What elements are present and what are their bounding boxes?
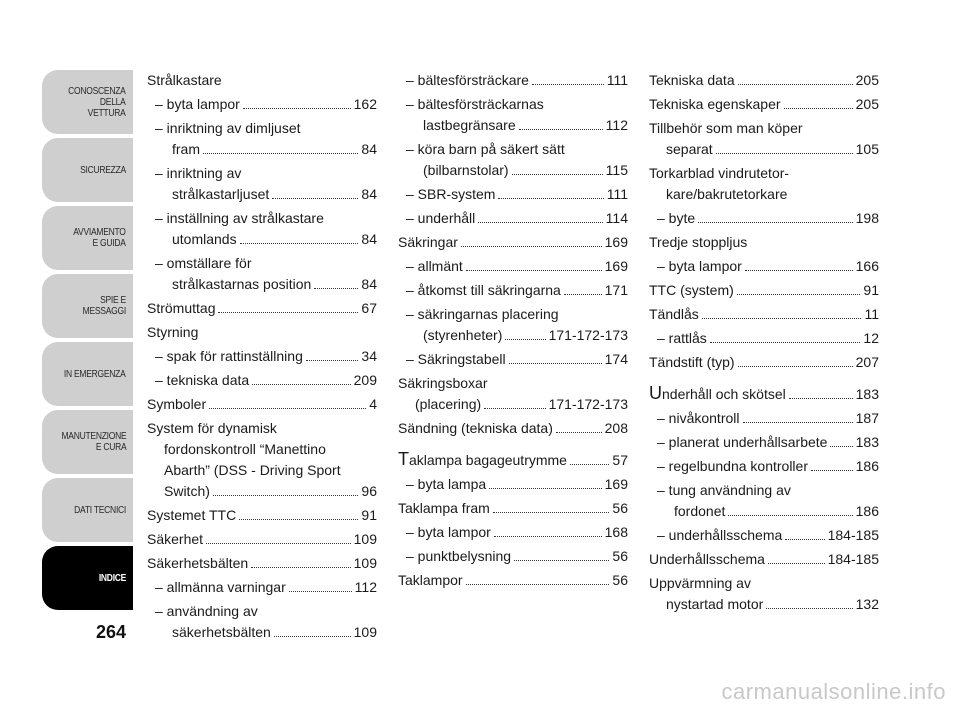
entry-page-ref[interactable]: 109 [353, 531, 377, 547]
index-entry [649, 118, 879, 160]
tab-label: MANUTENZIONE E CURA [61, 431, 126, 453]
dot-leader [274, 636, 351, 637]
entry-text: – byta lampor [155, 96, 240, 112]
tab-dati-tecnici[interactable] [42, 478, 133, 542]
index-entry [398, 474, 628, 495]
index-entry [398, 256, 628, 277]
dot-leader [745, 270, 853, 271]
entry-text: – tekniska data [155, 372, 250, 388]
dot-leader [251, 567, 350, 568]
dot-leader [514, 560, 609, 561]
entry-page-ref[interactable]: 174 [604, 351, 628, 367]
entry-page-ref[interactable]: 4 [369, 396, 377, 412]
dot-leader [494, 536, 602, 537]
entry-text: – punktbelysning [406, 548, 512, 564]
dot-leader [206, 543, 351, 544]
entry-continuation: strålkastarljuset [172, 186, 270, 202]
index-entry [649, 280, 879, 301]
entry-text: Strömuttag [147, 300, 216, 316]
entry-text: – Säkringstabell [406, 351, 506, 367]
dot-leader [466, 270, 602, 271]
entry-text: – nivåkontroll [657, 410, 740, 426]
dot-leader [239, 519, 358, 520]
section-tabs [42, 70, 133, 614]
index-entry [398, 570, 628, 591]
entry-text: – rattlås [657, 330, 707, 346]
entry-page-ref[interactable]: 171-172-173 [548, 396, 628, 412]
index-entry [147, 94, 377, 115]
dot-leader [738, 84, 853, 85]
index-entry [649, 525, 879, 546]
entry-text: – inriktning av dimljuset [155, 120, 301, 136]
entry-text: Säkringar [398, 234, 458, 250]
index-entry [649, 408, 879, 429]
entry-page-ref[interactable]: 56 [612, 572, 628, 588]
entry-continuation: Abarth” (DSS - Driving Sport [164, 462, 341, 478]
entry-text: – planerat underhållsarbete [657, 434, 828, 450]
entry-page-ref[interactable]: 105 [855, 141, 879, 157]
dot-leader [509, 363, 602, 364]
dot-leader [766, 608, 852, 609]
entry-page-ref[interactable]: 91 [863, 282, 879, 298]
index-entry [398, 349, 628, 370]
index-entry [649, 328, 879, 349]
entry-page-ref[interactable]: 132 [855, 596, 879, 612]
dot-leader [716, 153, 853, 154]
entry-text: Tändstift (typ) [649, 354, 735, 370]
entry-page-ref[interactable]: 208 [604, 420, 628, 436]
dot-leader [243, 108, 351, 109]
entry-text: – omställare för [155, 255, 252, 271]
dot-leader [484, 408, 545, 409]
dot-leader [498, 198, 603, 199]
dot-leader [702, 318, 862, 319]
entry-page-ref[interactable]: 96 [361, 483, 377, 499]
entry-continuation: (styrenheter) [423, 327, 503, 343]
tab-label: IN EMERGENZA [64, 368, 126, 380]
entry-text: Uppvärmning av [649, 575, 751, 591]
entry-text: Säkerhetsbälten [147, 555, 249, 571]
entry-page-ref[interactable]: 169 [604, 476, 628, 492]
index-entry [147, 298, 377, 319]
entry-page-ref[interactable]: 183 [855, 386, 879, 402]
entry-text: – byta lampor [657, 258, 742, 274]
entry-page-ref[interactable]: 169 [604, 258, 628, 274]
entry-page-ref[interactable]: 112 [354, 579, 377, 595]
entry-page-ref[interactable]: 171-172-173 [548, 327, 628, 343]
entry-page-ref[interactable]: 169 [604, 234, 628, 250]
dot-leader [768, 563, 825, 564]
dot-leader [738, 366, 853, 367]
entry-page-ref[interactable]: 34 [361, 348, 377, 364]
index-entry [147, 70, 377, 91]
dot-leader [218, 312, 358, 313]
entry-text: Tillbehör som man köper [649, 120, 803, 136]
entry-continuation: nystartad motor [666, 596, 764, 612]
entry-page-ref[interactable]: 84 [361, 141, 377, 157]
entry-text: – användning av [155, 603, 258, 619]
entry-page-ref[interactable]: 67 [361, 300, 377, 316]
index-entry [147, 601, 377, 643]
dot-leader [306, 360, 359, 361]
entry-text: – spak för rattinställning [155, 348, 303, 364]
entry-page-ref[interactable]: 186 [855, 503, 879, 519]
entry-text: Taklampa fram [398, 500, 490, 516]
dot-leader [556, 432, 602, 433]
index-entry [147, 346, 377, 367]
entry-page-ref[interactable]: 209 [353, 372, 377, 388]
index-entry [649, 256, 879, 277]
entry-page-ref[interactable]: 162 [353, 96, 377, 112]
entry-text: TTC (system) [649, 282, 734, 298]
entry-text: Tekniska data [649, 72, 735, 88]
index-entry [147, 577, 377, 598]
entry-page-ref[interactable]: 183 [855, 434, 879, 450]
dot-leader [289, 591, 352, 592]
dot-leader [743, 422, 853, 423]
entry-page-ref[interactable]: 171 [604, 282, 628, 298]
entry-text: Symboler [147, 396, 207, 412]
dot-leader [811, 470, 853, 471]
index-entry [398, 139, 628, 181]
index-entry [649, 432, 879, 453]
entry-page-ref[interactable]: 111 [606, 186, 628, 202]
entry-text: – underhåll [406, 210, 476, 226]
entry-text: – allmänt [406, 258, 463, 274]
entry-text: – inställning av strålkastare [155, 210, 324, 226]
entry-text: Systemet TTC [147, 507, 237, 523]
tab-label: SPIE E MESSAGGI [82, 295, 126, 317]
entry-page-ref[interactable]: 186 [855, 458, 879, 474]
entry-text: – SBR-system [406, 186, 496, 202]
index-entry [649, 549, 879, 570]
dot-leader [784, 108, 853, 109]
entry-page-ref[interactable]: 12 [863, 330, 879, 346]
index-entry [398, 373, 628, 415]
dot-leader [564, 294, 602, 295]
entry-text: – inriktning av [155, 165, 242, 181]
dot-leader [698, 222, 853, 223]
entry-page-ref[interactable]: 168 [604, 524, 628, 540]
dot-leader [314, 288, 358, 289]
index-entry [147, 322, 377, 343]
entry-text: Taklampa bagageutrymme [398, 449, 567, 469]
dot-leader [466, 584, 610, 585]
dot-leader [519, 129, 603, 130]
index-entry [147, 370, 377, 391]
entry-text: Säkringsboxar [398, 375, 488, 391]
entry-continuation: fordonskontroll “Manettino [164, 441, 326, 457]
entry-text: Tändlås [649, 306, 699, 322]
dot-leader [532, 84, 604, 85]
entry-page-ref[interactable]: 111 [606, 72, 628, 88]
dot-leader [213, 495, 359, 496]
entry-text: – åtkomst till säkringarna [406, 282, 561, 298]
entry-page-ref[interactable]: 115 [605, 162, 628, 178]
tab-manutenzione-e-cura[interactable] [42, 410, 133, 474]
entry-page-ref[interactable]: 114 [605, 210, 628, 226]
entry-page-ref[interactable]: 187 [855, 410, 879, 426]
entry-page-ref[interactable]: 84 [361, 231, 377, 247]
dot-leader [570, 464, 609, 465]
entry-continuation: strålkastarnas position [172, 276, 312, 292]
dot-leader [240, 243, 359, 244]
tab-indice[interactable] [42, 546, 133, 610]
index-entry [649, 383, 879, 405]
index-entry [147, 253, 377, 295]
entry-page-ref[interactable]: 56 [612, 548, 628, 564]
entry-text: – underhållsschema [657, 527, 783, 543]
entry-page-ref[interactable]: 84 [361, 276, 377, 292]
entry-text: – bältesförsträckare [406, 72, 529, 88]
entry-continuation: (bilbarnstolar) [423, 162, 509, 178]
dot-leader [272, 198, 358, 199]
entry-page-ref[interactable]: 109 [353, 624, 377, 640]
dot-leader [710, 342, 861, 343]
index-column-2 [398, 70, 628, 594]
index-entry [147, 208, 377, 250]
entry-page-ref[interactable]: 198 [855, 210, 879, 226]
entry-page-ref[interactable]: 84 [361, 186, 377, 202]
tab-label: SICUREZZA [80, 164, 126, 176]
entry-text: – allmänna varningar [155, 579, 286, 595]
index-entry [649, 573, 879, 615]
dot-leader [209, 408, 366, 409]
dot-leader [203, 153, 358, 154]
entry-continuation: säkerhetsbälten [172, 624, 271, 640]
index-column-1 [147, 70, 377, 646]
index-entry [147, 394, 377, 415]
entry-page-ref[interactable]: 166 [855, 258, 879, 274]
index-entry [398, 280, 628, 301]
entry-continuation: separat [666, 141, 713, 157]
entry-continuation: (placering) [415, 396, 482, 412]
index-entry [398, 208, 628, 229]
dot-leader [489, 488, 601, 489]
entry-text: Underhåll och skötsel [649, 383, 786, 403]
dot-leader [789, 398, 853, 399]
entry-page-ref[interactable]: 207 [855, 354, 879, 370]
tab-avviamento-e-guida[interactable] [42, 206, 133, 270]
entry-text: Tekniska egenskaper [649, 96, 781, 112]
index-entry [649, 304, 879, 325]
index-entry [649, 352, 879, 373]
index-entry [398, 70, 628, 91]
tab-label: AVVIAMENTO E GUIDA [73, 227, 126, 249]
dot-leader [512, 174, 603, 175]
index-column-3 [649, 70, 879, 618]
index-entry [398, 546, 628, 567]
entry-text: – tung användning av [657, 482, 791, 498]
index-entry [147, 418, 377, 502]
index-entry [649, 70, 879, 91]
entry-text: Taklampor [398, 572, 463, 588]
entry-page-ref[interactable]: 205 [855, 72, 879, 88]
index-entry [398, 418, 628, 439]
entry-text: Säkerhet [147, 531, 204, 547]
entry-page-ref[interactable]: 91 [361, 507, 377, 523]
entry-text: – säkringarnas placering [406, 306, 559, 322]
index-entry [649, 232, 879, 253]
index-entry [649, 94, 879, 115]
page-number: 264 [96, 622, 127, 642]
tab-label: INDICE [98, 572, 126, 584]
dot-leader [493, 512, 610, 513]
entry-text: – regelbundna kontroller [657, 458, 808, 474]
entry-page-ref[interactable]: 11 [864, 306, 879, 322]
tab-sicurezza[interactable] [42, 138, 133, 202]
entry-continuation: Switch) [164, 483, 210, 499]
entry-continuation: lastbegränsare [423, 117, 516, 133]
dot-leader [252, 384, 350, 385]
entry-page-ref[interactable]: 109 [353, 555, 377, 571]
dot-leader [505, 339, 545, 340]
entry-text: Tredje stoppljus [649, 234, 748, 250]
index-entry [398, 94, 628, 136]
entry-text: – köra barn på säkert sätt [406, 141, 565, 157]
index-entry [649, 480, 879, 522]
entry-page-ref[interactable]: 205 [855, 96, 879, 112]
entry-text: Torkarblad vindrutetor- [649, 165, 790, 181]
entry-text: Strålkastare [147, 72, 222, 88]
entry-text: – bältesförsträckarnas [406, 96, 544, 112]
tab-label: DATI TECNICI [74, 504, 126, 516]
entry-page-ref[interactable]: 56 [612, 500, 628, 516]
index-entry [398, 184, 628, 205]
dot-leader [461, 246, 602, 247]
entry-continuation: kare/bakrutetorkare [666, 186, 788, 202]
index-entry [398, 449, 628, 471]
entry-text: Sändning (tekniska data) [398, 420, 553, 436]
dot-leader [785, 539, 824, 540]
tab-label: CONOSCENZA DELLA VETTURA [68, 85, 126, 119]
entry-text: Underhållsschema [649, 551, 765, 567]
index-entry [649, 456, 879, 477]
index-entry [398, 522, 628, 543]
entry-page-ref[interactable]: 112 [605, 117, 628, 133]
entry-text: System för dynamisk [147, 420, 277, 436]
index-entry [649, 208, 879, 229]
tab-in-emergenza[interactable] [42, 342, 133, 406]
index-entry [147, 529, 377, 550]
tab-conoscenza-della-vettura[interactable] [42, 70, 133, 134]
dot-leader [728, 515, 852, 516]
entry-page-ref[interactable]: 184-185 [827, 527, 879, 543]
dot-leader [737, 294, 861, 295]
dot-leader [830, 446, 852, 447]
entry-text: Styrning [147, 324, 199, 340]
index-entry [398, 498, 628, 519]
index-entry [147, 118, 377, 160]
entry-continuation: fram [172, 141, 200, 157]
index-entry [147, 163, 377, 205]
entry-page-ref[interactable]: 184-185 [827, 551, 879, 567]
index-entry [147, 505, 377, 526]
index-entry [398, 232, 628, 253]
index-entry [147, 553, 377, 574]
watermark: carmanualsonline.info [721, 679, 946, 704]
entry-continuation: fordonet [674, 503, 726, 519]
entry-text: – byte [657, 210, 696, 226]
entry-text: – byta lampor [406, 524, 491, 540]
tab-spie-e-messaggi[interactable] [42, 274, 133, 338]
entry-text: – byta lampa [406, 476, 487, 492]
entry-continuation: utomlands [172, 231, 237, 247]
index-entry [398, 304, 628, 346]
dot-leader [478, 222, 602, 223]
index-entry [649, 163, 879, 205]
entry-page-ref[interactable]: 57 [612, 452, 628, 468]
